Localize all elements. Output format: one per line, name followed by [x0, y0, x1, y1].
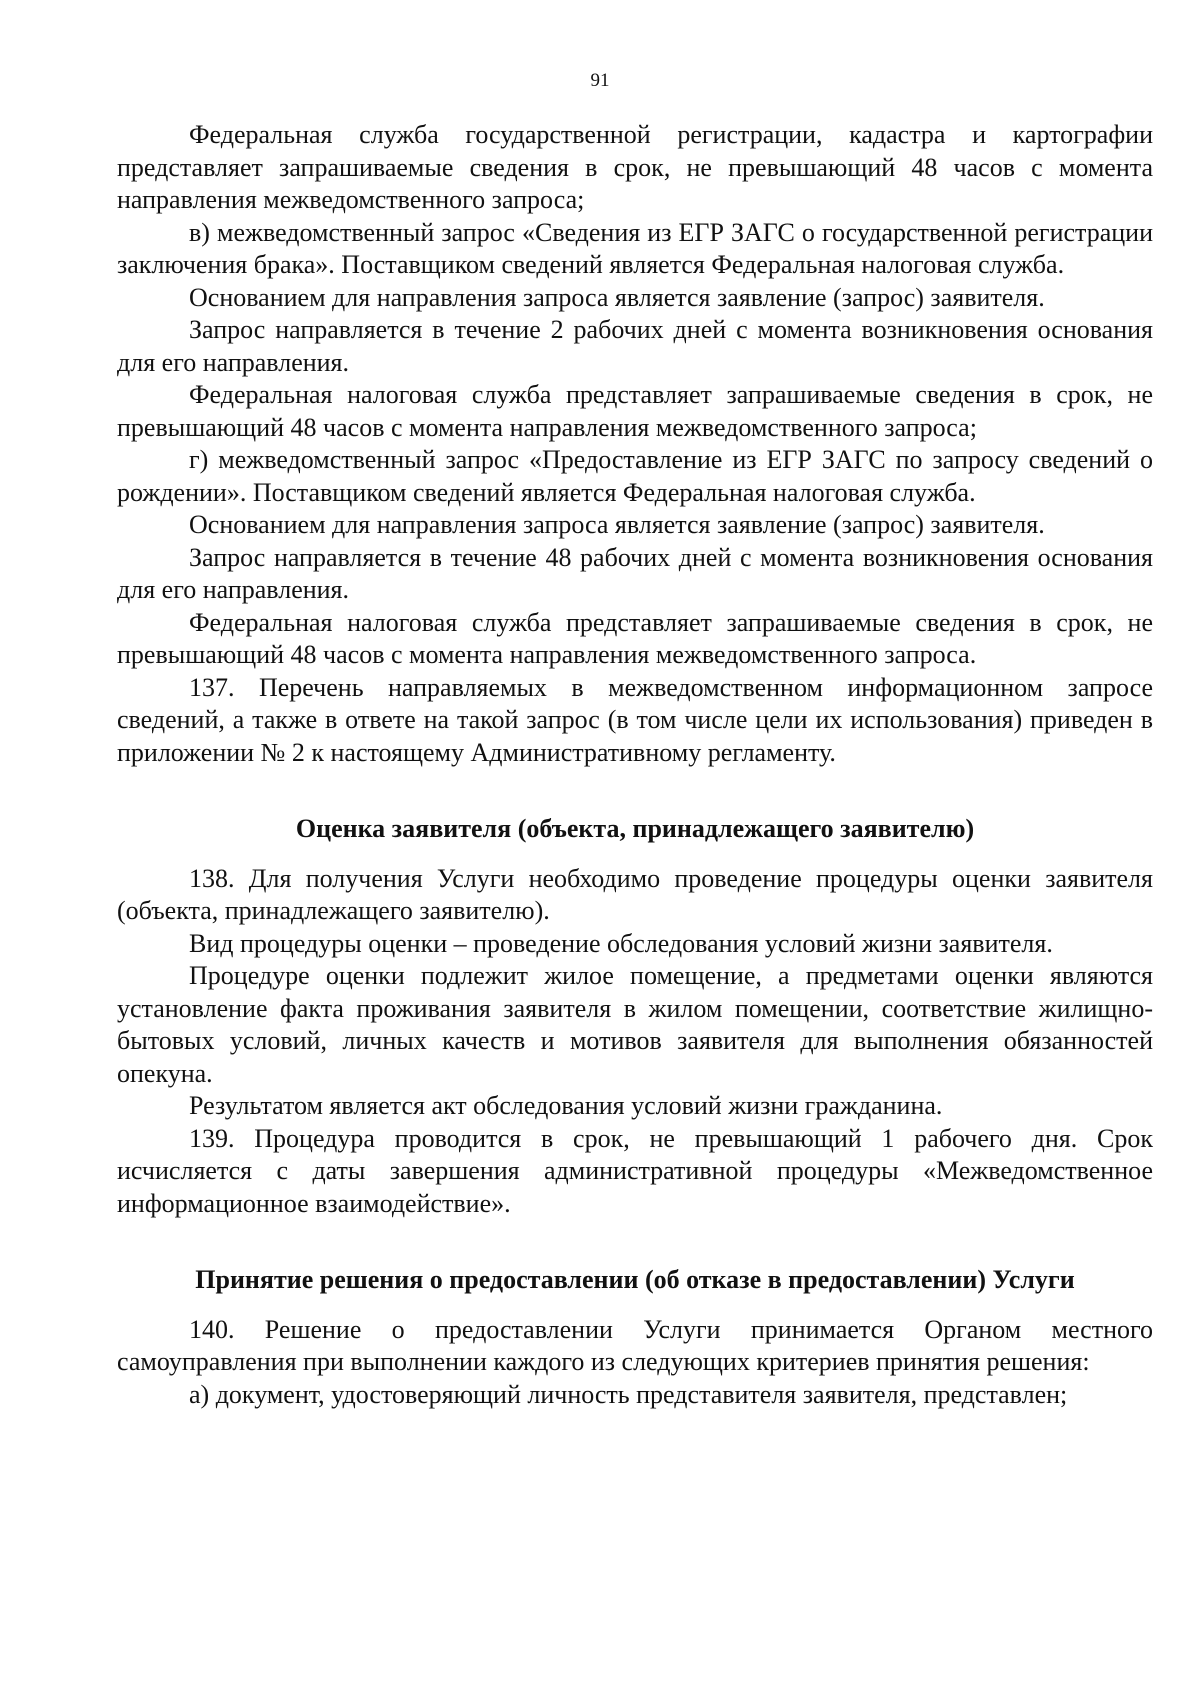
- paragraph: г) межведомственный запрос «Предоставление из ЕГР ЗАГС по запросу сведений о рождении». Поставщиком сведений является Федеральная налоговая служба.: [117, 445, 1153, 507]
- section-heading-decision: Принятие решения о предоставлении (об отказе в предоставлении) Услуги: [195, 1265, 1075, 1294]
- paragraph: Федеральная налоговая служба представляет запрашиваемые сведения в срок, не превышающий 48 часов с момента направления межведомственного запроса;: [117, 380, 1153, 442]
- document-body: [117, 119, 1153, 1411]
- section-spacer: [117, 1297, 1153, 1314]
- paragraph: Основанием для направления запроса является заявление (запрос) заявителя.: [189, 510, 1045, 539]
- paragraph: Федеральная налоговая служба представляет запрашиваемые сведения в срок, не превышающий 48 часов с момента направления межведомственного запроса.: [117, 607, 1153, 669]
- paragraph: Основанием для направления запроса является заявление (запрос) заявителя.: [189, 282, 1045, 312]
- paragraph: в) межведомственный запрос «Сведения из ЕГР ЗАГС о государственной регистрации заключения брака». Поставщиком сведений является Федеральная налоговая служба.: [117, 217, 1153, 279]
- paragraph: 140. Решение о предоставлении Услуги принимается Органом местного самоуправления при выполнении каждого из следующих критериев принятия решения:: [117, 1314, 1153, 1376]
- paragraph: а) документ, удостоверяющий личность представителя заявителя, представлен;: [189, 1379, 1068, 1409]
- paragraph: Запрос направляется в течение 48 рабочих дней с момента возникновения основания для его направления.: [117, 542, 1153, 604]
- section-heading-assessment: Оценка заявителя (объекта, принадлежащего заявителю): [295, 814, 975, 843]
- paragraph: 138. Для получения Услуги необходимо проведение процедуры оценки заявителя (объекта, принадлежащего заявителю).: [117, 863, 1153, 925]
- paragraph: Запрос направляется в течение 2 рабочих дней с момента возникновения основания для его направления.: [117, 315, 1153, 377]
- paragraph: Результатом является акт обследования условий жизни гражданина.: [189, 1091, 943, 1120]
- section-spacer: [117, 1220, 1153, 1264]
- page-number: 91: [590, 70, 610, 91]
- paragraph: 137. Перечень направляемых в межведомственном информационном запросе сведений, а также в ответе на такой запрос (в том числе цели их использования) приведен в приложении № 2 к настоящему Административному регламенту.: [117, 672, 1153, 767]
- paragraph: 139. Процедура проводится в срок, не превышающий 1 рабочего дня. Срок исчисляется с даты завершения административной процедуры «Межведомственное информационное взаимодействие».: [117, 1123, 1153, 1218]
- section-spacer: [117, 769, 1153, 813]
- section-spacer: [117, 846, 1153, 863]
- paragraph: Вид процедуры оценки – проведение обследования условий жизни заявителя.: [189, 928, 1053, 958]
- paragraph: Федеральная служба государственной регистрации, кадастра и картографии представляет запрашиваемые сведения в срок, не превышающий 48 часов с момента направления межведомственного запроса;: [117, 120, 1153, 214]
- paragraph: Процедуре оценки подлежит жилое помещение, а предметами оценки являются установление факта проживания заявителя в жилом помещении, соответствие жилищно-бытовых условий, личных качеств и мотивов заявителя для выполнения обязанностей опекуна.: [117, 961, 1153, 1088]
